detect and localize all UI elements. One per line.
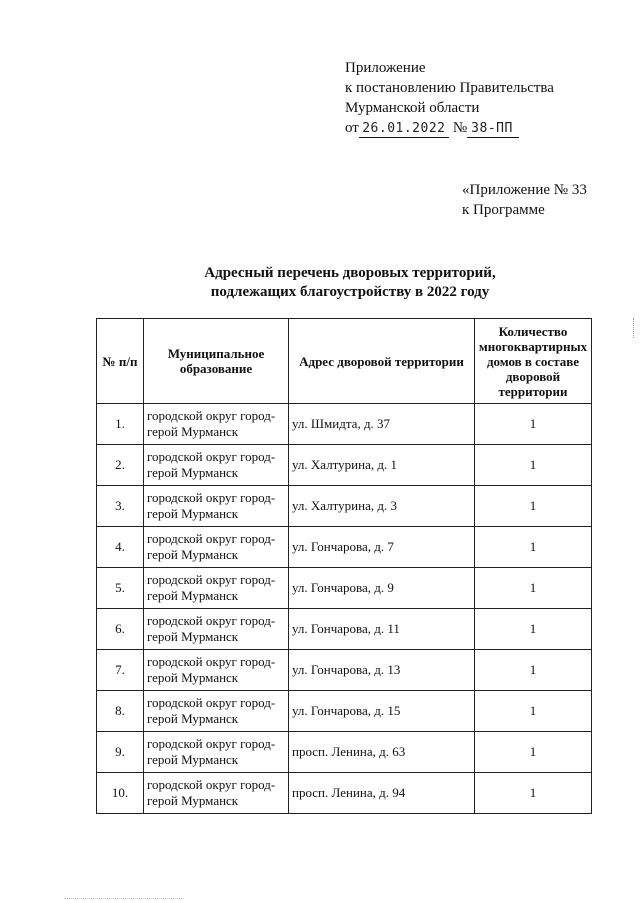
cell-count: 1 xyxy=(475,527,592,568)
scan-edge-mark xyxy=(633,318,636,338)
cell-num: 1. xyxy=(97,404,144,445)
handwritten-date: 26.01.2022 xyxy=(359,121,449,138)
cell-address: ул. Халтурина, д. 3 xyxy=(289,486,475,527)
address-table xyxy=(96,318,592,814)
cell-count: 1 xyxy=(475,650,592,691)
cell-address: просп. Ленина, д. 63 xyxy=(289,732,475,773)
cell-municipality: городской округ город-герой Мурманск xyxy=(144,445,289,486)
cell-count: 1 xyxy=(475,568,592,609)
header-count: Количество многоквартирных домов в составе дворовой территории xyxy=(475,319,592,404)
cell-count: 1 xyxy=(475,445,592,486)
table-row xyxy=(97,732,592,773)
cell-count: 1 xyxy=(475,404,592,445)
table-row xyxy=(97,445,592,486)
scan-footer-mark xyxy=(64,896,184,899)
table-row xyxy=(97,773,592,814)
table-row xyxy=(97,609,592,650)
cell-num: 6. xyxy=(97,609,144,650)
cell-address: ул. Гончарова, д. 13 xyxy=(289,650,475,691)
document-header xyxy=(345,58,554,138)
cell-num: 8. xyxy=(97,691,144,732)
cell-municipality: городской округ город-герой Мурманск xyxy=(144,527,289,568)
cell-municipality: городской округ город-герой Мурманск xyxy=(144,732,289,773)
table-row xyxy=(97,404,592,445)
table-header-row xyxy=(97,319,592,404)
table-row xyxy=(97,568,592,609)
cell-num: 2. xyxy=(97,445,144,486)
cell-municipality: городской округ город-герой Мурманск xyxy=(144,486,289,527)
cell-address: просп. Ленина, д. 94 xyxy=(289,773,475,814)
cell-num: 7. xyxy=(97,650,144,691)
cell-num: 9. xyxy=(97,732,144,773)
annex-reference xyxy=(462,180,587,220)
cell-municipality: городской округ город-герой Мурманск xyxy=(144,773,289,814)
table-row xyxy=(97,527,592,568)
cell-num: 4. xyxy=(97,527,144,568)
cell-count: 1 xyxy=(475,609,592,650)
cell-address: ул. Гончарова, д. 11 xyxy=(289,609,475,650)
cell-count: 1 xyxy=(475,486,592,527)
cell-municipality: городской округ город-герой Мурманск xyxy=(144,568,289,609)
header-line-region: Мурманской области xyxy=(345,100,480,116)
header-line-resolution: к постановлению Правительства xyxy=(345,80,554,96)
header-line-appendix: Приложение xyxy=(345,60,426,76)
cell-address: ул. Гончарова, д. 7 xyxy=(289,527,475,568)
cell-count: 1 xyxy=(475,691,592,732)
table-row xyxy=(97,486,592,527)
cell-address: ул. Халтурина, д. 1 xyxy=(289,445,475,486)
cell-num: 3. xyxy=(97,486,144,527)
header-address: Адрес дворовой территории xyxy=(289,319,475,404)
cell-count: 1 xyxy=(475,732,592,773)
title-line-2: подлежащих благоустройству в 2022 году xyxy=(210,284,490,300)
handwritten-number: 38-ПП xyxy=(467,121,519,138)
cell-address: ул. Шмидта, д. 37 xyxy=(289,404,475,445)
title-line-1: Адресный перечень дворовых территорий, xyxy=(204,265,496,281)
table-row xyxy=(97,691,592,732)
header-date-number-line xyxy=(345,118,554,138)
document-title xyxy=(150,264,550,302)
cell-municipality: городской округ город-герой Мурманск xyxy=(144,691,289,732)
header-municipality: Муниципальное образование xyxy=(144,319,289,404)
cell-municipality: городской округ город-герой Мурманск xyxy=(144,609,289,650)
annex-line-program: к Программе xyxy=(462,202,545,218)
cell-num: 5. xyxy=(97,568,144,609)
cell-count: 1 xyxy=(475,773,592,814)
cell-num: 10. xyxy=(97,773,144,814)
header-num: № п/п xyxy=(97,319,144,404)
cell-address: ул. Гончарова, д. 9 xyxy=(289,568,475,609)
table-row xyxy=(97,650,592,691)
cell-municipality: городской округ город-герой Мурманск xyxy=(144,650,289,691)
number-prefix: № xyxy=(452,120,468,136)
cell-municipality: городской округ город-герой Мурманск xyxy=(144,404,289,445)
annex-line-appendix: «Приложение № 33 xyxy=(462,182,587,198)
date-prefix: от xyxy=(345,120,359,136)
cell-address: ул. Гончарова, д. 15 xyxy=(289,691,475,732)
